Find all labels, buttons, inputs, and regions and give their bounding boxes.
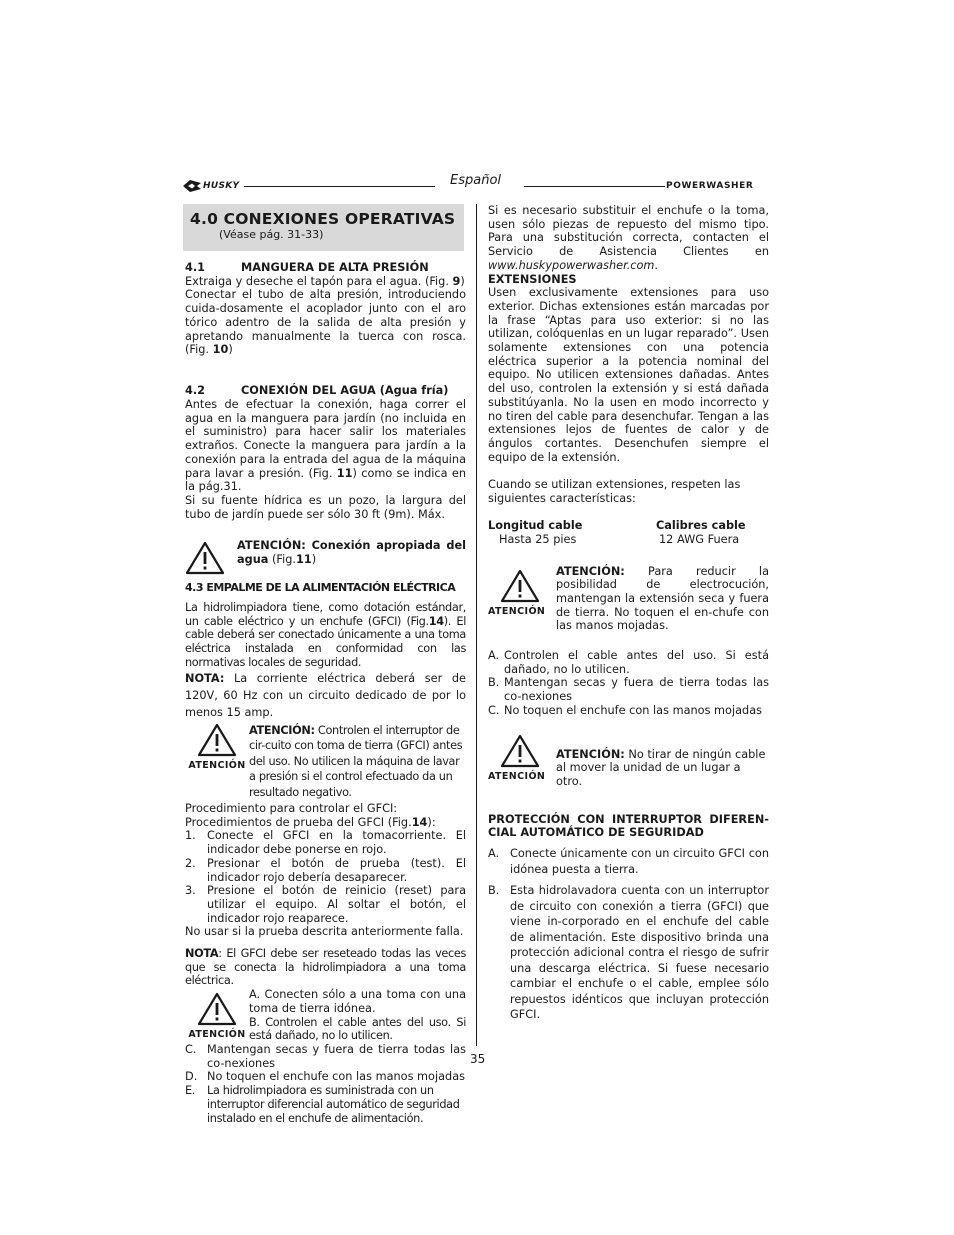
s41-paragraph-1: Extraiga y deseche el tapón para el agua. (Fig. 9) — [185, 274, 465, 288]
list-item: D. No toquen el enchufe con las manos mojadas — [185, 1070, 466, 1084]
section-subtitle: (Véase pág. 31-33) — [219, 228, 324, 241]
procedure-tests: Procedimientos de prueba del GFCI (Fig.14): — [185, 815, 436, 829]
language-label: Español — [450, 173, 502, 188]
warning-triangle-icon — [500, 569, 540, 603]
warning-label: ATENCIÓN — [188, 759, 246, 771]
list-item: 2. Presionar el botón de prueba (test). El indicador rojo debería desaparecer. — [185, 856, 466, 884]
warning-label: ATENCIÓN — [188, 1029, 246, 1041]
connection-list — [185, 1043, 466, 1125]
list-item: E. La hidrolimpiadora es suministrada con un interruptor diferencial automático de seguridad instalado en el enchufe de alimentación. — [185, 1084, 460, 1125]
extensions-paragraph: Usen exclusivamente extensiones para uso exterior. Dichas extensiones están marcadas por la frase “Aptas para uso exterior: si no las utilizan, colóquenlas en un lugar reparado”. Usen solamente extensiones con una potencia eléctrica superior a la potencia nominal del equipo. No utilicen extensiones dañadas. Antes del uso, controlen la extensión y si está dañada substitúyanla. No la usen en modo incorrecto y no tiren del cable para desenchufar. Tengan a las extensiones lejos de fuentes de calor y de ángulos cortantes. Desenchufen siempre el equipo de la extensión. — [488, 286, 769, 464]
cable-table — [488, 519, 769, 546]
warning-triangle-icon — [197, 723, 237, 757]
page-number: 35 — [470, 1052, 486, 1066]
s43-nota: NOTA: La corriente eléctrica deberá ser de 120V, 60 Hz con un circuito dedicado de por lo menos 15 amp. — [185, 671, 466, 719]
list-item: C. No toquen el enchufe con las manos mojadas — [488, 703, 763, 717]
extensions-intro: Cuando se utilizan extensiones, respeten las siguientes características: — [488, 478, 741, 505]
list-item: 1. Conecte el GFCI en la tomacorriente. El indicador debe ponerse en rojo. — [185, 829, 466, 857]
protection-list — [488, 846, 769, 1023]
right-column — [488, 204, 769, 1023]
warning-triangle-icon — [500, 734, 540, 768]
subsection-4-1-heading: 4.1 MANGUERA DE ALTA PRESIÓN — [185, 261, 429, 274]
table-cell: Hasta 25 pies — [499, 532, 577, 546]
warning-triangle-icon — [185, 541, 225, 575]
logo-text: HUSKY — [203, 181, 240, 191]
list-item: A. Controlen el cable antes del uso. Si está dañado, no lo utilicen. — [488, 649, 769, 676]
extension-list — [488, 649, 769, 718]
husky-logo — [183, 180, 239, 192]
list-item: B. Esta hidrolavadora cuenta con un interruptor de circuito con conexión a tierra (GFCI) que viene in-corporado en el enchufe del cable de alimentación. Este dispositivo brinda una protección adicional contra el riesgo de sufrir una descarga eléctrica. Si fuese necesario cambiar el enchufe o el cable, emplee sólo repuestos idénticos que incluyan protección GFCI. — [488, 884, 769, 1022]
header-rule-left — [244, 186, 435, 187]
column-divider — [476, 204, 477, 1046]
s43-paragraph-1: La hidrolimpiadora tiene, como dotación estándar, un cable eléctrico y un enchufe (GFCI) (Fig.14). El cable deberá ser conectado únicamente a una toma eléctrica instalada en conformidad con las normativas locales de seguridad. — [185, 601, 466, 669]
list-item: B. Mantengan secas y fuera de tierra todas las co-nexiones — [488, 676, 769, 704]
table-cell: 12 AWG Fuera — [659, 532, 740, 546]
subsection-4-3-heading: 4.3 EMPALME DE LA ALIMENTACIÓN ELÉCTRICA — [185, 581, 456, 595]
s42-paragraph-1: Antes de efectuar la conexión, haga correr el agua en la manguera para jardín (no incluida en el suministro) para hacer salir los materiales extraños. Conecte la manguera para jardín a la conexión para la entrada del agua de la máquina para lavar a presión. (Fig. 11) como se indica en la pág.31. — [185, 398, 466, 494]
brand-label: POWERWASHER — [666, 181, 754, 191]
replacement-paragraph: Si es necesario substituir el enchufe o la toma, usen sólo piezas de repuesto del mismo tipo. Para una substitución correcta, contacten el Servicio de Asistencia Clientes en www.huskypowerwasher.com. — [488, 204, 769, 272]
list-item: C. Mantengan secas y fuera de tierra todas las co-nexiones — [185, 1043, 466, 1070]
warning-water-connection: ATENCIÓN: Conexión apropiada del agua (Fig.11) — [185, 539, 466, 575]
s42-paragraph-2: Si su fuente hídrica es un pozo, la largura del tubo de jardín puede ser sólo 30 ft (9m). Máx. — [185, 493, 466, 521]
extensions-heading: EXTENSIONES — [488, 272, 577, 286]
table-header: Longitud cable — [488, 519, 583, 533]
s41-paragraph-2: Conectar el tubo de alta presión, introduciendo cuida-dosamente el acoplador junto con el aro tórico adentro de la salida de alta presión y apretando manualmente la tuerca con rosca. (Fig. 10) — [185, 288, 466, 357]
protection-heading: PROTECCIÓN CON INTERRUPTOR DIFEREN-CIAL AUTOMÁTICO DE SEGURIDAD — [488, 812, 769, 840]
procedure-intro: Procedimiento para controlar el GFCI: — [185, 802, 398, 816]
warning-connection-rules: ATENCIÓN A. Conecten sólo a una toma con una toma de tierra idónea. B. Controlen el cable antes del uso. Si está dañado, no lo utilicen. — [185, 988, 466, 1043]
section-header — [183, 204, 464, 251]
no-usar-text: No usar si la prueba descrita anteriormente falla. — [185, 925, 464, 939]
gfci-steps — [185, 829, 466, 925]
section-title: 4.0 CONEXIONES OPERATIVAS — [190, 210, 456, 228]
warning-gfci-check: ATENCIÓN ATENCIÓN: Controlen el interruptor de cir-cuito con toma de tierra (GFCI) antes del uso. No utilicen la máquina de lavar a presión si el control efectuado da un resultado negativo. — [185, 723, 466, 801]
left-column — [185, 204, 466, 1125]
subsection-4-2-heading: 4.2 CONEXIÓN DEL AGUA (Agua fría) — [185, 384, 449, 398]
table-header: Calibres cable — [656, 519, 746, 533]
header-rule-right — [524, 186, 665, 187]
warning-label: ATENCIÓN — [488, 770, 546, 782]
warning-triangle-icon — [197, 992, 237, 1026]
warning-extension: ATENCIÓN ATENCIÓN: Para reducir la posibilidad de electrocución, mantengan la extensión seca y fuera de tierra. No toquen el en-chufe con las manos mojadas. — [488, 564, 769, 633]
warning-label: ATENCIÓN — [488, 605, 546, 617]
nota-reset: NOTA: El GFCI debe ser reseteado todas las veces que se conecta la hidrolimpiadora a una toma eléctrica. — [185, 947, 466, 988]
list-item: 3. Presione el botón de reinicio (reset) para utilizar el equipo. Al soltar el botón, el indicador rojo reaparece. — [185, 884, 466, 925]
list-item: A. Conecte únicamente con un circuito GFCI con idónea puesta a tierra. — [488, 847, 769, 876]
husky-logo-icon — [183, 180, 201, 192]
warning-cable-pull: ATENCIÓN ATENCIÓN: No tirar de ningún cable al mover la unidad de un lugar a otro. — [488, 734, 769, 789]
